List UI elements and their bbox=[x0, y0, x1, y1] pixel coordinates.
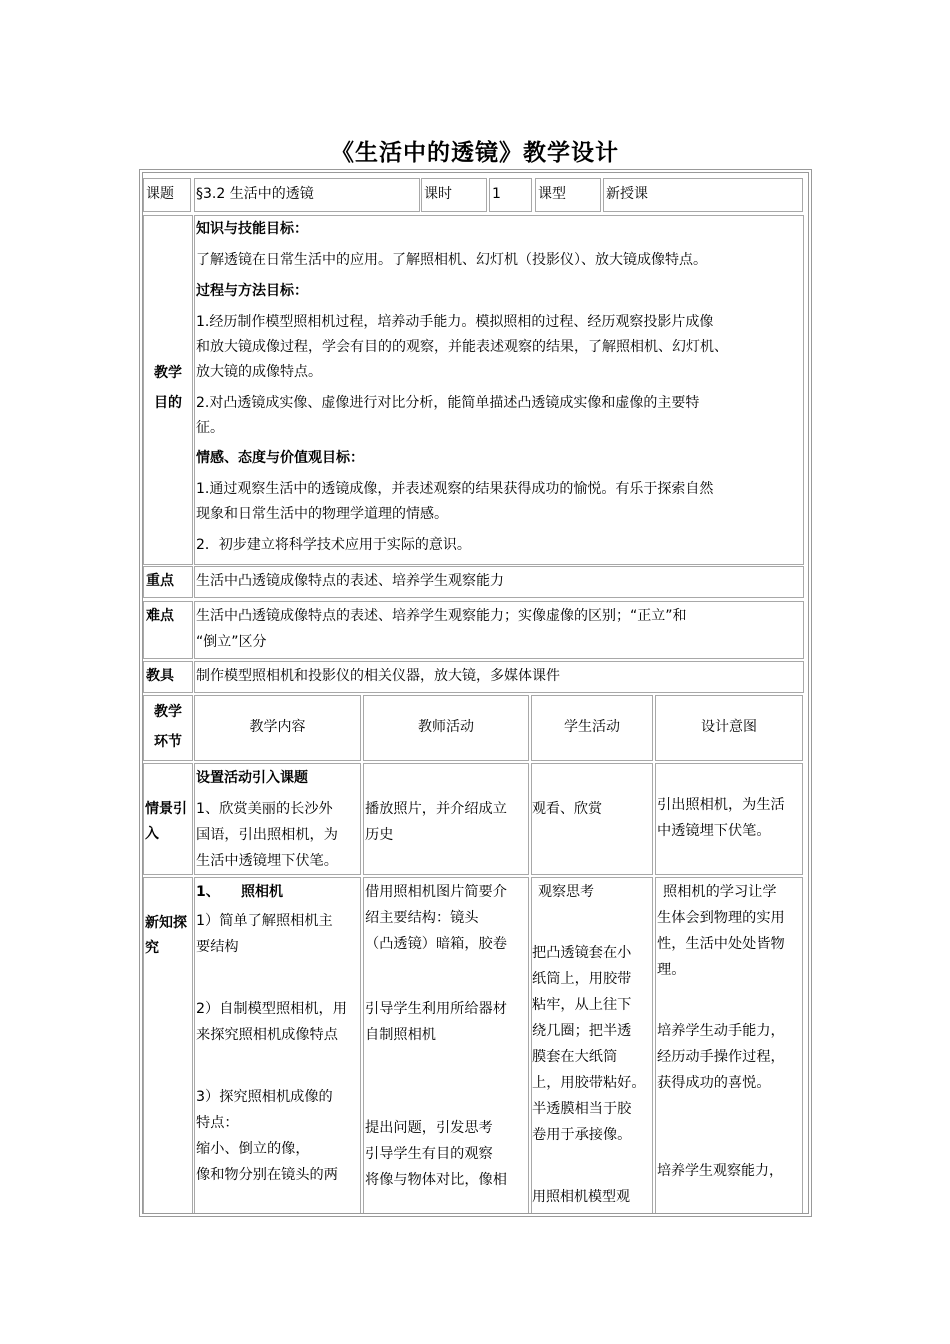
keti-label: 课题 bbox=[146, 186, 174, 202]
attitude-heading: 情感、态度与价值观目标： bbox=[196, 450, 364, 466]
camera-model-text: 2）自制模型照相机，用 来探究照相机成像特点 bbox=[196, 1001, 347, 1043]
explore-intent-cell bbox=[655, 877, 803, 1214]
intro-stage-line1: 情景引 bbox=[145, 801, 187, 817]
attitude-text-1b: 现象和日常生活中的物理学道理的情感。 bbox=[196, 506, 448, 522]
intro-student-cell bbox=[531, 763, 653, 875]
intro-student-text: 观看、欣赏 bbox=[532, 801, 602, 817]
knowledge-heading: 知识与技能目标： bbox=[196, 221, 308, 237]
keshi-value-cell bbox=[489, 178, 532, 212]
keypoint-label-cell bbox=[143, 566, 193, 598]
explore-content-cell bbox=[194, 877, 361, 1214]
camera-heading: 照相机 bbox=[241, 884, 283, 900]
teacher-header-cell bbox=[363, 695, 529, 761]
camera-structure-text: 1）简单了解照相机主 要结构 bbox=[196, 913, 333, 955]
student-header-cell bbox=[531, 695, 653, 761]
teacher-structure-text: 借用照相机图片简要介 绍主要结构：镜头 （凸透镜）暗箱，胶卷 bbox=[365, 884, 507, 952]
stage-header-cell bbox=[143, 695, 193, 761]
keypoint-label: 重点 bbox=[146, 573, 174, 589]
student-observe-text: 观察思考 bbox=[538, 884, 594, 900]
tools-value: 制作模型照相机和投影仪的相关仪器，放大镜，多媒体课件 bbox=[196, 668, 560, 684]
tools-value-cell bbox=[194, 661, 804, 693]
intro-content-cell bbox=[194, 763, 361, 875]
objectives-label-line1: 教学 bbox=[154, 365, 182, 381]
process-text-2b: 征。 bbox=[196, 420, 224, 436]
explore-teacher-cell bbox=[363, 877, 529, 1214]
keshi-label: 课时 bbox=[424, 186, 452, 202]
keti-value-cell bbox=[194, 178, 420, 212]
teacher-imaging-text: 提出问题，引发思考 引导学生有目的观察 将像与物体对比，像相 bbox=[365, 1120, 507, 1188]
student-model-text: 把凸透镜套在小 纸筒上，用胶带 粘牢，从上往下 绕几圈；把半透 膜套在大纸筒 上，用胶带粘好。 半透膜相当于胶 卷用于承接像。 bbox=[532, 945, 646, 1143]
intro-teacher-text: 播放照片，并介绍成立 历史 bbox=[365, 801, 507, 843]
process-text-1a: 1.经历制作模型照相机过程，培养动手能力。模拟照相的过程、经历观察投影片成像 bbox=[196, 314, 714, 330]
intent-camera-text: 照相机的学习让学 生体会到物理的实用 性，生活中处处皆物 理。 bbox=[657, 884, 785, 978]
kexing-value: 新授课 bbox=[606, 186, 648, 202]
intent-observe-text: 培养学生观察能力， bbox=[657, 1163, 783, 1179]
intent-header: 设计意图 bbox=[701, 719, 757, 735]
keypoint-value-cell bbox=[194, 566, 804, 598]
attitude-text-2: 2．初步建立将科学技术应用于实际的意识。 bbox=[196, 537, 471, 553]
lesson-plan-table bbox=[142, 172, 809, 1214]
kexing-label-cell bbox=[535, 178, 601, 212]
process-text-1b: 和放大镜成像过程，学会有目的的观察，并能表述观察的结果，了解照相机、幻灯机、 bbox=[196, 339, 728, 355]
camera-heading-number: 1、 bbox=[196, 884, 220, 900]
explore-stage-line1: 新知探 bbox=[145, 915, 187, 931]
objectives-content-cell bbox=[194, 215, 804, 565]
explore-stage-line2: 究 bbox=[145, 940, 159, 956]
camera-imaging-text: 3）探究照相机成像的 特点： 缩小、倒立的像， 像和物分别在镜头的两 bbox=[196, 1089, 338, 1183]
objectives-label-cell bbox=[143, 215, 193, 565]
difficulty-value-cell bbox=[194, 601, 804, 659]
keypoint-value: 生活中凸透镜成像特点的表述、培养学生观察能力 bbox=[196, 573, 504, 589]
objectives-label-line2: 目的 bbox=[154, 395, 182, 411]
intro-content-heading: 设置活动引入课题 bbox=[196, 770, 308, 786]
keti-value: §3.2 生活中的透镜 bbox=[196, 186, 314, 202]
explore-stage-cell bbox=[143, 877, 193, 1214]
intro-intent-text: 引出照相机，为生活 中透镜埋下伏笔。 bbox=[657, 797, 785, 839]
stage-header-line2: 环节 bbox=[154, 734, 182, 750]
intro-content-text: 1、欣赏美丽的长沙外 国语，引出照相机，为 生活中透镜埋下伏笔。 bbox=[196, 801, 338, 869]
difficulty-label-cell bbox=[143, 601, 193, 659]
student-imaging-text: 用照相机模型观 bbox=[532, 1189, 630, 1205]
intro-stage-cell bbox=[143, 763, 193, 875]
tools-label: 教具 bbox=[146, 668, 174, 684]
teacher-model-text: 引导学生利用所给器材 自制照相机 bbox=[365, 1001, 507, 1043]
intent-header-cell bbox=[655, 695, 803, 761]
keshi-value: 1 bbox=[492, 186, 501, 202]
stage-header-line1: 教学 bbox=[154, 704, 182, 720]
tools-label-cell bbox=[143, 661, 193, 693]
intro-intent-cell bbox=[655, 763, 803, 875]
intro-teacher-cell bbox=[363, 763, 529, 875]
content-header: 教学内容 bbox=[249, 719, 306, 735]
process-text-2a: 2.对凸透镜成实像、虚像进行对比分析，能简单描述凸透镜成实像和虚像的主要特 bbox=[196, 395, 700, 411]
explore-student-cell bbox=[531, 877, 653, 1214]
content-header-cell bbox=[194, 695, 361, 761]
keti-label-cell bbox=[143, 178, 191, 212]
intro-stage-line2: 入 bbox=[145, 826, 159, 842]
process-heading: 过程与方法目标： bbox=[196, 283, 308, 299]
difficulty-line-2: “倒立”区分 bbox=[196, 634, 267, 650]
process-text-1c: 放大镜的成像特点。 bbox=[196, 364, 322, 380]
difficulty-line-1: 生活中凸透镜成像特点的表述、培养学生观察能力；实像虚像的区别；“正立”和 bbox=[196, 608, 687, 624]
keshi-label-cell bbox=[421, 178, 487, 212]
document-title: 《生活中的透镜》教学设计 bbox=[331, 140, 619, 166]
kexing-value-cell bbox=[603, 178, 803, 212]
intent-model-text: 培养学生动手能力， 经历动手操作过程， 获得成功的喜悦。 bbox=[657, 1023, 785, 1091]
student-header: 学生活动 bbox=[564, 719, 620, 735]
teacher-header: 教师活动 bbox=[418, 719, 474, 735]
kexing-label: 课型 bbox=[538, 186, 566, 202]
difficulty-label: 难点 bbox=[146, 608, 174, 624]
knowledge-text: 了解透镜在日常生活中的应用。了解照相机、幻灯机（投影仪）、放大镜成像特点。 bbox=[196, 252, 707, 268]
attitude-text-1a: 1.通过观察生活中的透镜成像，并表述观察的结果获得成功的愉悦。有乐于探索自然 bbox=[196, 481, 714, 497]
